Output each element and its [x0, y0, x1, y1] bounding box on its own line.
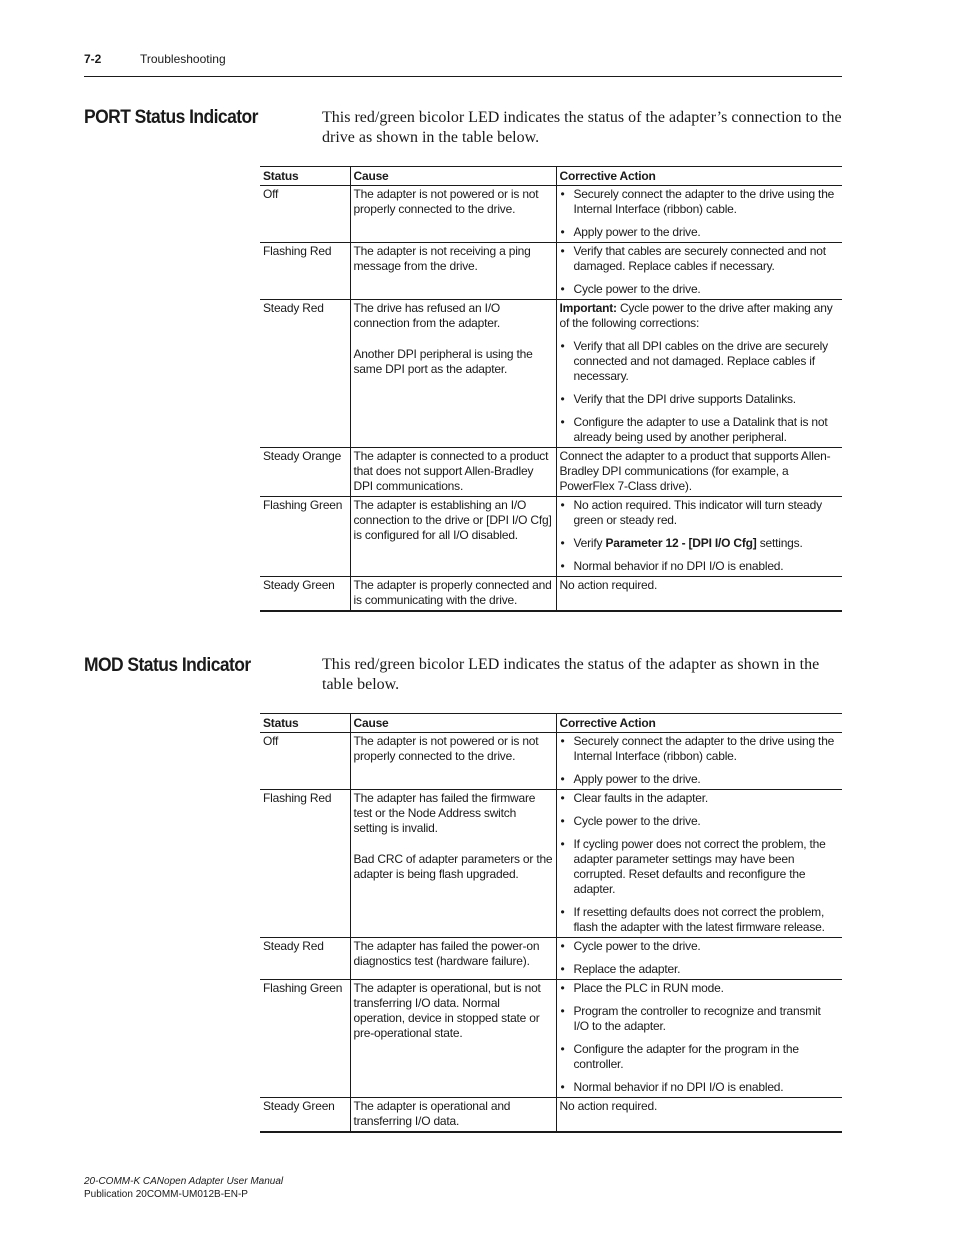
table-row [260, 1098, 842, 1133]
action-item: • Verify that all DPI cables on the drive are securely connected and not damaged. Replace cables if necessary. [560, 339, 840, 384]
action-item [560, 536, 840, 551]
cause-cell: The adapter has failed the power-on diagnostics test (hardware failure). [350, 938, 556, 980]
action-item: • If cycling power does not correct the problem, the adapter parameter settings may have been corrupted. Reset defaults and reconfigure the adapter. [560, 837, 840, 897]
column-header-cause: Cause [350, 167, 556, 186]
cause-cell: The adapter is not powered or is not properly connected to the drive. [350, 186, 556, 243]
port-status-table [260, 166, 842, 612]
cause-cell [350, 790, 556, 938]
cause-paragraph: Bad CRC of adapter parameters or the adapter is being flash upgraded. [353, 852, 553, 881]
action-item: • Verify that the DPI drive supports Datalinks. [560, 392, 840, 407]
cause-paragraph: The adapter has failed the firmware test or the Node Address switch setting is invalid. [353, 791, 536, 835]
verify-suffix: settings. [756, 536, 803, 550]
cause-cell: The adapter is not receiving a ping message from the drive. [350, 243, 556, 300]
cause-cell: The adapter is properly connected and is communicating with the drive. [350, 577, 556, 612]
status-cell: Flashing Red [260, 790, 350, 938]
mod-status-heading: MOD Status Indicator [84, 655, 251, 676]
column-header-corrective-action: Corrective Action [556, 167, 842, 186]
action-item: • Cycle power to the drive. [560, 939, 840, 954]
status-cell: Steady Red [260, 938, 350, 980]
status-cell: Flashing Green [260, 497, 350, 577]
column-header-status: Status [260, 714, 350, 733]
cause-paragraph: Another DPI peripheral is using the same DPI port as the adapter. [353, 347, 533, 376]
publication-number: Publication 20COMM-UM012B-EN-P [84, 1189, 248, 1200]
action-item: • Securely connect the adapter to the drive using the Internal Interface (ribbon) cable. [560, 734, 840, 764]
action-cell [556, 733, 842, 790]
cause-cell [350, 300, 556, 448]
cause-paragraph: The drive has refused an I/O connection from the adapter. [353, 301, 500, 330]
action-item: • Configure the adapter for the program in the controller. [560, 1042, 840, 1072]
table-row [260, 186, 842, 243]
action-cell: No action required. [556, 1098, 842, 1133]
important-note [560, 301, 840, 331]
cause-cell: The adapter is operational and transferring I/O data. [350, 1098, 556, 1133]
action-cell [556, 243, 842, 300]
status-cell: Flashing Green [260, 980, 350, 1098]
status-cell: Steady Green [260, 1098, 350, 1133]
status-cell: Steady Red [260, 300, 350, 448]
action-item: • If resetting defaults does not correct the problem, flash the adapter with the latest firmware release. [560, 905, 840, 935]
mod-status-intro: This red/green bicolor LED indicates the status of the adapter as shown in the table below. [322, 656, 820, 693]
action-item: • Normal behavior if no DPI I/O is enabled. [560, 1080, 840, 1095]
action-cell [556, 186, 842, 243]
page-footer [84, 1175, 283, 1201]
action-item: • Apply power to the drive. [560, 772, 840, 787]
status-cell: Steady Orange [260, 448, 350, 497]
table-row [260, 448, 842, 497]
important-label: Important: [559, 301, 617, 315]
table-row [260, 733, 842, 790]
column-header-cause: Cause [350, 714, 556, 733]
cause-cell: The adapter is connected to a product that does not support Allen-Bradley DPI communications. [350, 448, 556, 497]
action-item: • Program the controller to recognize and transmit I/O to the adapter. [560, 1004, 840, 1034]
action-item: • Place the PLC in RUN mode. [560, 981, 840, 996]
table-row [260, 980, 842, 1098]
manual-title: 20-COMM-K CANopen Adapter User Manual [84, 1176, 284, 1187]
status-cell: Steady Green [260, 577, 350, 612]
cause-cell: The adapter is establishing an I/O connection to the drive or [DPI I/O Cfg] is configured for all I/O disabled. [350, 497, 556, 577]
running-section-title: Troubleshooting [140, 52, 226, 66]
important-text: Cycle power to the drive after making any of the following corrections: [559, 301, 833, 330]
action-item: • Configure the adapter to use a Datalink that is not already being used by another peripheral. [560, 415, 840, 445]
table-header-row [260, 167, 842, 186]
table-row [260, 790, 842, 938]
action-item: • Cycle power to the drive. [560, 814, 840, 829]
action-cell: No action required. [556, 577, 842, 612]
action-cell [556, 300, 842, 448]
action-cell [556, 790, 842, 938]
action-item: • Verify that cables are securely connected and not damaged. Replace cables if necessary. [560, 244, 840, 274]
status-cell: Flashing Red [260, 243, 350, 300]
action-item: • Replace the adapter. [560, 962, 840, 977]
action-item: • Normal behavior if no DPI I/O is enabled. [560, 559, 840, 574]
action-item: • Apply power to the drive. [560, 225, 840, 240]
mod-status-table [260, 713, 842, 1133]
parameter-reference: Parameter 12 - [DPI I/O Cfg] [605, 536, 757, 550]
action-item: • Securely connect the adapter to the drive using the Internal Interface (ribbon) cable. [560, 187, 840, 217]
action-item: • Clear faults in the adapter. [560, 791, 840, 806]
table-header-row [260, 714, 842, 733]
action-item: • No action required. This indicator will turn steady green or steady red. [560, 498, 840, 528]
column-header-status: Status [260, 167, 350, 186]
table-row [260, 577, 842, 612]
cause-cell: The adapter is not powered or is not properly connected to the drive. [350, 733, 556, 790]
status-cell: Off [260, 733, 350, 790]
action-item: • Cycle power to the drive. [560, 282, 840, 297]
table-row [260, 497, 842, 577]
table-row [260, 300, 842, 448]
verify-prefix: Verify [573, 536, 606, 550]
port-status-intro: This red/green bicolor LED indicates the status of the adapter’s connection to the drive as shown in the table below. [322, 109, 842, 146]
page-header [84, 52, 842, 77]
page-number: 7-2 [84, 52, 102, 66]
action-cell [556, 938, 842, 980]
table-row [260, 243, 842, 300]
cause-cell: The adapter is operational, but is not transferring I/O data. Normal operation, device in stopped state or pre-operational state. [350, 980, 556, 1098]
table-row [260, 938, 842, 980]
action-cell [556, 980, 842, 1098]
status-cell: Off [260, 186, 350, 243]
action-cell: Connect the adapter to a product that supports Allen-Bradley DPI communications (for example, a PowerFlex 7-Class drive). [556, 448, 842, 497]
port-status-heading: PORT Status Indicator [84, 107, 258, 128]
action-cell [556, 497, 842, 577]
column-header-corrective-action: Corrective Action [556, 714, 842, 733]
